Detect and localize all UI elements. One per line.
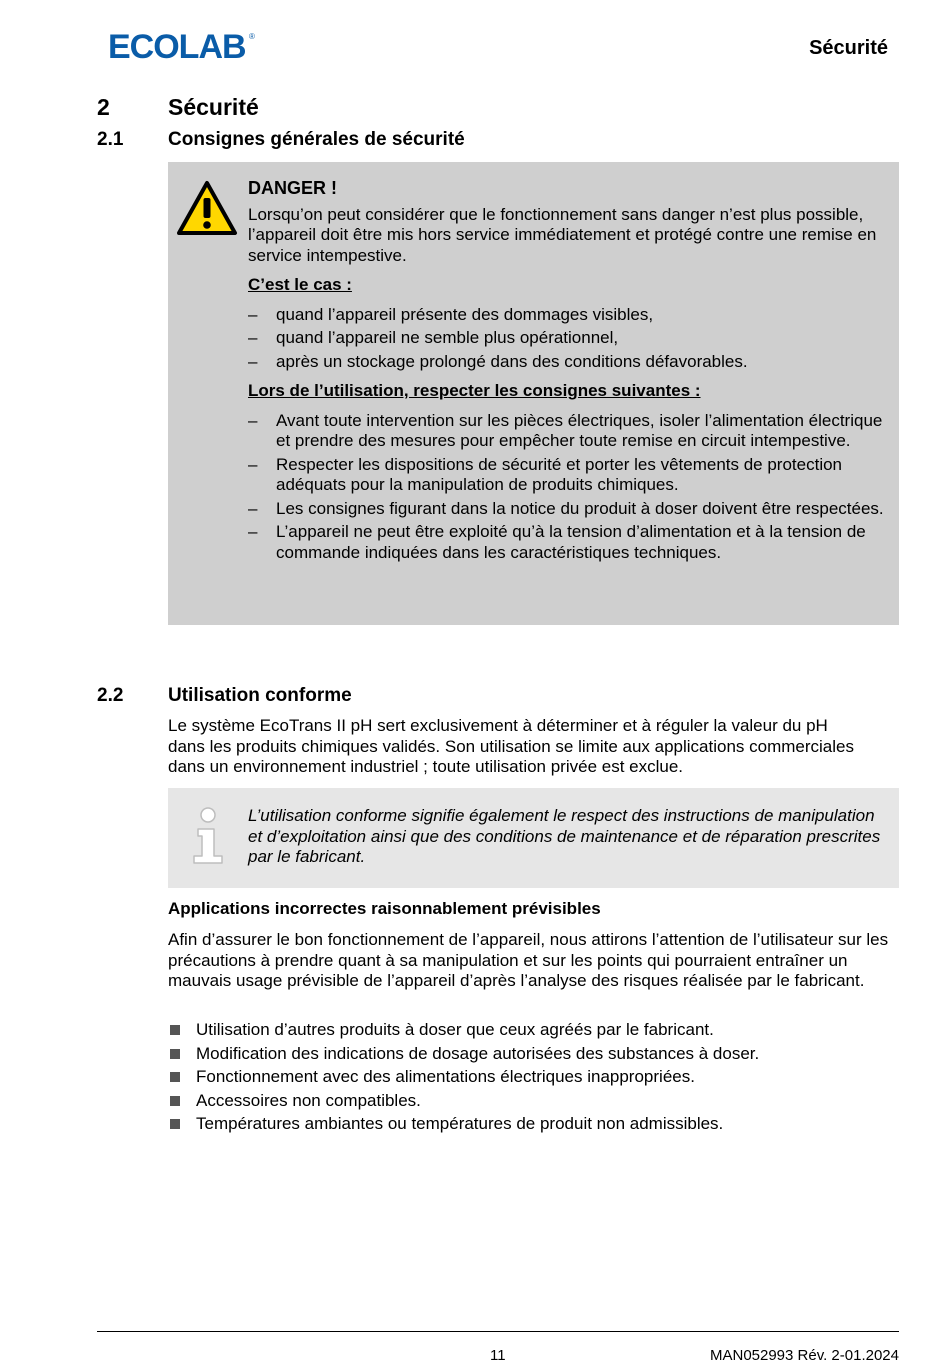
header-section-title: Sécurité — [809, 37, 888, 59]
footer-divider — [97, 1331, 899, 1332]
danger-content — [248, 178, 893, 563]
misuse-heading: Applications incorrectes raisonnablement prévisibles — [168, 899, 601, 918]
list-item: Températures ambiantes ou températures de produit non admissibles. — [168, 1114, 893, 1135]
usage-paragraph: Le système EcoTrans II pH sert exclusivement à déterminer et à réguler la valeur du pH dans les produits chimiques validés. Son utilisation se limite aux applications commerciales dans un environnement industriel ; toute utilisation privée est exclue. — [168, 716, 854, 776]
section-number: 2 — [97, 94, 110, 120]
svg-text:®: ® — [249, 32, 255, 41]
ecolab-logo — [108, 27, 258, 63]
danger-intro: Lorsqu’on peut considérer que le fonctionnement sans danger n’est plus possible, l’appareil doit être mis hors service immédiatement et protégé contre une remise en service intempestive. — [248, 204, 877, 265]
list-item: – quand l’appareil présente des dommages visibles, — [248, 304, 654, 324]
misuse-paragraph: Afin d’assurer le bon fonctionnement de l’appareil, nous attirons l’attention de l’utilisateur sur les précautions à prendre quant à sa manipulation et sur les points qui pourraient entraîner un mauvais usage prévisible de l’appareil d’après l’analyse des risques réalisée par le fabricant. — [168, 930, 889, 990]
subsection-number-2-1: 2.1 — [97, 129, 124, 150]
list-item: Accessoires non compatibles. — [168, 1091, 893, 1112]
list-item: Fonctionnement avec des alimentations électriques inappropriées. — [168, 1067, 893, 1088]
info-text: L’utilisation conforme signifie également le respect des instructions de manipulation et d’exploitation ainsi que des conditions de maintenance et de réparation prescrites par le fabricant. — [248, 806, 881, 866]
rules-heading: Lors de l’utilisation, respecter les consignes suivantes : — [248, 381, 701, 400]
document-reference: MAN052993 Rév. 2-01.2024 — [709, 1347, 899, 1364]
list-item: Modification des indications de dosage autorisées des substances à doser. — [168, 1044, 893, 1065]
list-item: – Respecter les dispositions de sécurité et porter les vêtements de protection adéquats pour la manipulation de produits chimiques. — [248, 454, 843, 494]
subsection-number-2-2: 2.2 — [97, 685, 124, 706]
list-item: – Les consignes figurant dans la notice du produit à doser doivent être respectées. — [248, 498, 884, 518]
list-item: – après un stockage prolongé dans des conditions défavorables. — [248, 351, 748, 371]
cases-heading: C’est le cas : — [248, 275, 352, 294]
danger-title: DANGER ! — [248, 178, 337, 198]
info-icon — [190, 806, 226, 871]
warning-triangle-icon — [176, 180, 238, 241]
misuse-list — [168, 1020, 893, 1138]
list-item: Utilisation d’autres produits à doser que ceux agréés par le fabricant. — [168, 1020, 893, 1041]
list-item: – Avant toute intervention sur les pièces électriques, isoler l’alimentation électrique et prendre des mesures pour empêcher toute remise en circuit intempestive. — [248, 410, 883, 450]
section-title: Sécurité — [168, 94, 259, 120]
list-item: – quand l’appareil ne semble plus opérationnel, — [248, 328, 619, 347]
page-number: 11 — [490, 1347, 506, 1364]
svg-text:ECOLAB: ECOLAB — [108, 28, 246, 63]
subsection-title-2-1: Consignes générales de sécurité — [168, 129, 465, 150]
list-item: – L’appareil ne peut être exploité qu’à la tension d’alimentation et à la tension de commande indiquées dans les caractéristiques techniques. — [248, 522, 866, 562]
subsection-title-2-2: Utilisation conforme — [168, 685, 352, 706]
